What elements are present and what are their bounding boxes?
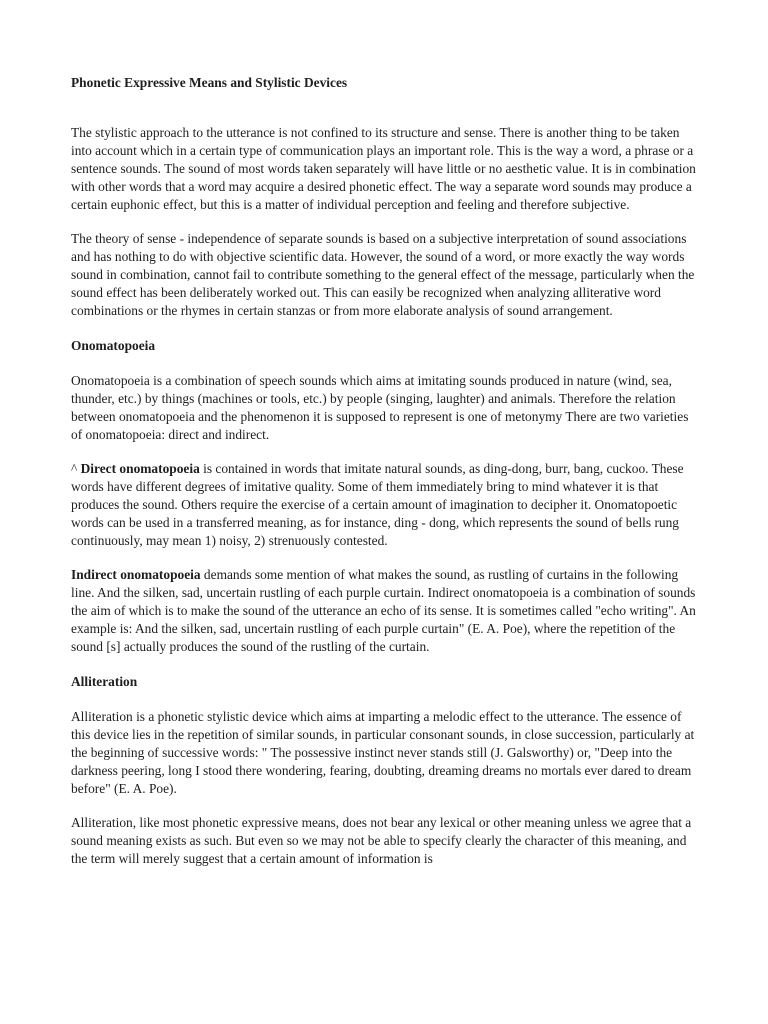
direct-onomatopoeia-term: Direct onomatopoeia: [80, 461, 200, 476]
indirect-onomatopoeia-term: Indirect onomatopoeia: [71, 567, 201, 582]
indirect-onomatopoeia-paragraph: [71, 566, 702, 656]
direct-onomatopoeia-text: is contained in words that imitate natural sounds, as ding-dong, burr, bang, cuckoo. These words have different degrees of imitative quality. Some of them immediately bring to mind whatever it is that produces the sound. Others require the exercise of a certain amount of imagination to decipher it. Onomatopoetic words can be used in a transferred meaning, as for instance, ding - dong, which represents the sound of bells rung continuously, may mean 1) noisy, 2) strenuously contested.: [71, 461, 684, 548]
intro-paragraph-2: The theory of sense - independence of separate sounds is based on a subjective interpretation of sound associations and has nothing to do with objective scientific data. However, the sound of a word, or more exactly the way words sound in combination, cannot fail to contribute something to the general effect of the message, particularly when the sound effect has been deliberately worked out. This can easily be recognized when analyzing alliterative word combinations or the rhymes in certain stanzas or from more elaborate analysis of sound arrangement.: [71, 231, 695, 318]
alliteration-paragraph-2: Alliteration, like most phonetic expressive means, does not bear any lexical or other meaning unless we agree that a sound meaning exists as such. But even so we may not be able to specify clearly the character of this meaning, and the term will merely suggest that a certain amount of information is: [71, 815, 692, 866]
direct-onomatopoeia-paragraph: [71, 460, 702, 550]
indirect-onomatopoeia-text: demands some mention of what makes the sound, as rustling of curtains in the following line. And the silken, sad, uncertain rustling of each purple curtain. Indirect onomatopoeia is a combination of sounds the aim of which is to make the sound of the utterance an echo of its sense. It is sometimes called "echo writing". An example is: And the silken, sad, uncertain rustling of each purple curtain" (E. A. Poe), where the repetition of the sound [s] actually produces the sound of the rustling of the curtain.: [71, 567, 696, 654]
onomatopoeia-paragraph: Onomatopoeia is a combination of speech sounds which aims at imitating sounds produced in nature (wind, sea, thunder, etc.) by things (machines or tools, etc.) by people (singing, laughter) and animals. Therefore the relation between onomatopoeia and the phenomenon it is supposed to represent is one of metonymy There are two varieties of onomatopoeia: direct and indirect.: [71, 373, 689, 442]
document-title: Phonetic Expressive Means and Stylistic Devices: [71, 75, 348, 90]
caret-marker: ^: [71, 461, 81, 476]
intro-paragraph-1: The stylistic approach to the utterance is not confined to its structure and sense. There is another thing to be taken into account which in a certain type of communication plays an important role. This is the way a word, a phrase or a sentence sounds. The sound of most words taken separately will have little or no aesthetic value. It is in combination with other words that a word may acquire a desired phonetic effect. The way a separate word sounds may produce a certain euphonic effect, but this is a matter of individual perception and feeling and therefore subjective.: [71, 125, 696, 212]
section-heading-alliteration: Alliteration: [71, 674, 138, 689]
section-heading-onomatopoeia: Onomatopoeia: [71, 338, 156, 353]
alliteration-paragraph-1: Alliteration is a phonetic stylistic device which aims at imparting a melodic effect to the utterance. The essence of this device lies in the repetition of similar sounds, in particular consonant sounds, in close succession, particularly at the beginning of successive words: " The possessive instinct never stands still (J. Galsworthy) or, "Deep into the darkness peering, long I stood there wondering, fearing, doubting, dreaming dreams no mortals ever dared to dream before" (E. A. Poe).: [71, 709, 695, 796]
